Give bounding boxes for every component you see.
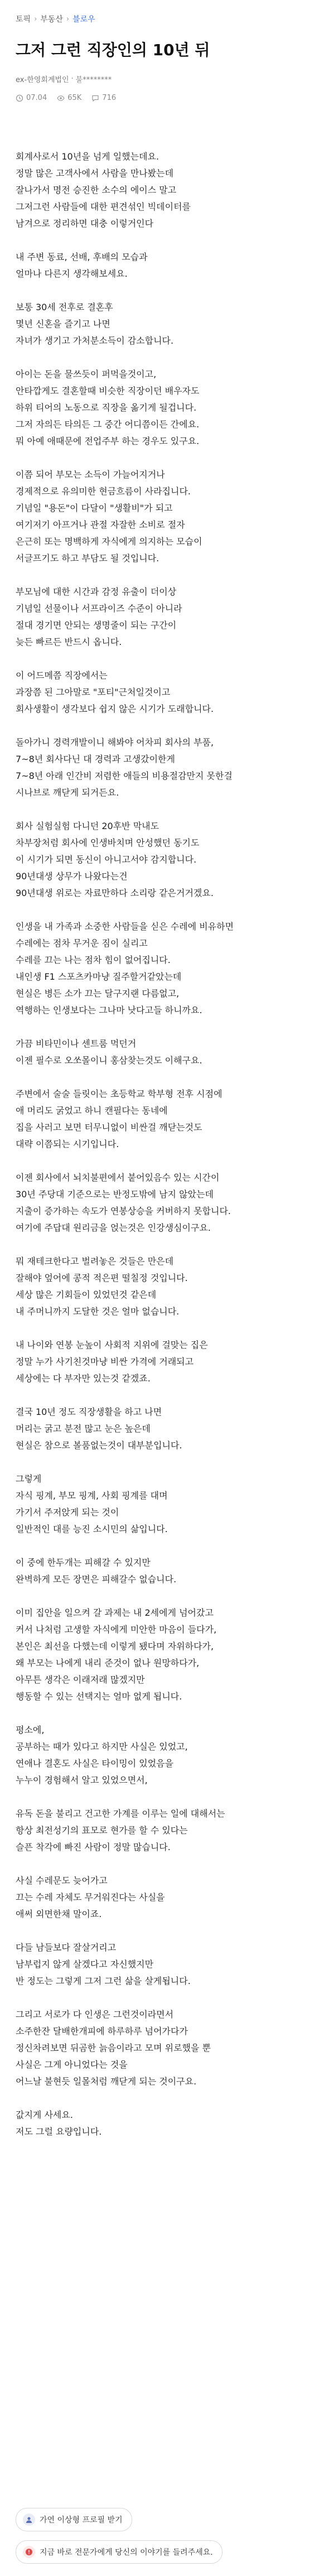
profile-request-button[interactable] (16, 2508, 132, 2531)
post-paragraph: 평소에, 공부하는 때가 있다고 하지만 사실은 있었고, 연애나 결혼도 사실은 타이밍이 있었음을 누누이 경험해서 알고 있었으면서, (16, 1725, 188, 1785)
author-company: ex-한영회계법인 (16, 76, 69, 84)
breadcrumb-item-realestate[interactable]: 부동산 (40, 15, 63, 24)
date-stat (16, 94, 47, 102)
profile-icon (23, 2514, 35, 2526)
post-paragraph: 이 어드메쯤 직장에서는 과장쯤 된 그아말로 "포티"근처일것이고 회사생활이 생각보다 쉽지 않은 시기가 도래합니다. (16, 670, 214, 714)
post-paragraph: 내 주변 동료, 선배, 후배의 모습과 얼마나 다른지 생각해보세요. (16, 252, 148, 279)
post-paragraph: 값지게 사세요. 저도 그럴 요량입니다. (16, 2110, 102, 2137)
post-paragraph: 내 나이와 연봉 눈높이 사회적 지위에 걸맞는 집은 정말 누가 사기친것마냥 비싼 가격에 거래되고 세상에는 다 부자만 있는것 같겠죠. (16, 1340, 208, 1384)
profile-request-label: 가연 이상형 프로필 받기 (40, 2516, 123, 2525)
post-paragraph: 결국 10년 정도 직장생활을 하고 나면 머리는 굵고 분전 많고 눈은 높은데 현실은 참으로 볼품없는것이 대부분입니다. (16, 1407, 182, 1451)
post-date: 07.04 (26, 94, 47, 102)
comment-icon (91, 94, 99, 102)
post-paragraph: 사실 수레문도 늦어가고 끄는 수레 자체도 무거워진다는 사실을 애써 외면한채 말이죠. (16, 1875, 165, 1919)
post-paragraph: 뭐 재테크한다고 벌려놓은 것들은 만은데 잘해야 엎어에 콩적 적은편 떨칠정 것입니다. 세상 많은 기회들이 있었던것 같은데 내 주머니까지 도달한 것은 얼마 없습니다. (16, 1256, 188, 1317)
post-paragraph: 주변에서 술술 들릿이는 초등학교 학부형 전후 시점에 애 머리도 굵었고 하니 캔필다는 동네에 집을 사러고 보면 터무니없이 비싼걸 깨닫는것도 대략 이쯤되는 시기입니다. (16, 1089, 222, 1149)
post-paragraph: 그리고 서로가 다 인생은 그런것이라면서 소주한잔 달배한개피에 하루하루 넘어가다가 정신차려보면 뒤곰한 늙음이라고 모며 위로했을 뿐 사실은 그게 아니었다는 것을 어느날 불현듯 일몰처럼 깨닫게 되는 것이구요. (16, 2009, 211, 2087)
author-name: 불******** (75, 76, 112, 84)
clock-icon (16, 94, 23, 102)
alert-icon (23, 2546, 35, 2558)
views-stat (57, 94, 81, 102)
comments-stat[interactable] (91, 94, 116, 102)
post-paragraph: 회계사로서 10년을 넘게 일했는데요. 정말 많은 고객사에서 사람을 만나봤는데 잘나가서 명전 승진한 소수의 에이스 말고 그저그런 사람들에 대한 편견섞인 빅데이터를 남겨으로 정리하면 대충 이렇거인다 (16, 151, 191, 229)
post-title: 그저 그런 직장인의 10년 뒤 (16, 41, 210, 59)
post-paragraph: 유독 돈을 불리고 건고한 가계를 이루는 일에 대해서는 항상 최전성기의 표모로 현가를 할 수 있다는 슬픈 착각에 빠진 사람이 정말 많습니다. (16, 1808, 225, 1852)
post-paragraph: 다들 남들보다 잘살거리고 남부럽지 않게 살겠다고 자신했지만 반 정도는 그렇게 그저 그런 삶을 살게됩니다. (16, 1942, 191, 1986)
post-paragraph: 그렇게 자식 핑계, 부모 핑계, 사회 핑계를 대며 가기서 주저앉게 되는 것이 일반적인 대를 능진 소시민의 삶입니다. (16, 1474, 168, 1534)
eye-icon (57, 94, 65, 102)
post-paragraph: 부모님에 대한 시간과 감정 유출이 더이상 기념일 선물이나 서프라이즈 수준이 아니라 절대 경기면 안되는 생명줄이 되는 구간이 늦든 빠르든 반드시 옵니다. (16, 586, 182, 647)
breadcrumb (16, 13, 95, 25)
post-paragraph: 이미 집안을 일으켜 갈 과제는 내 2세에게 넘어갔고 커서 나처럼 고생할 자식에게 미안한 마음이 들다가, 본인은 최선을 다했는데 이렇게 됐다며 자위하다가, 왜 부모는 나에게 내리 준것이 없나 원망하다가, 아무튼 생각은 이래저래 많겠지만 행동할 수 있는 선택지는 얼마 없게 됩니다. (16, 1607, 217, 1702)
post-paragraph: 인생을 내 가족과 소중한 사람들을 싣은 수레에 비유하면 수레에는 점차 무거운 짐이 실리고 수레를 끄는 나는 점차 힘이 없어집니다. 내인생 F1 스포츠카마냥 질주할거같았는데 현실은 병든 소가 끄는 달구지랜 다름없고, 역행하는 인생보다는 그나마 낫다고들 하니까요. (16, 921, 234, 1015)
view-count: 65K (67, 94, 82, 102)
post-paragraph: 이 중에 한두개는 피해갈 수 있지만 완벽하게 모든 장면은 피해갈수 없습니다. (16, 1557, 177, 1585)
post-paragraph: 이쯤 되어 부모는 소득이 가늘어지거나 경제적으로 유의미한 현금흐름이 사라집니다. 기념일 "용돈"이 다달이 "생활비"가 되고 여기저기 아프거나 관절 자잘한 소비로 절자 은근히 또는 명백하게 자식에게 의지하는 모습이 서글프기도 하고 부담도 될 것입니다. (16, 469, 202, 564)
post-stats (16, 94, 116, 102)
chevron-right-icon: › (66, 15, 70, 23)
breadcrumb-item-topic[interactable]: 토픽 (16, 15, 31, 24)
action-chips (16, 2508, 222, 2564)
post-paragraph: 가끔 비타민이나 센트룸 먹던거 이젠 필수로 오쏘몰이니 홍삼찾는것도 이해구요. (16, 1038, 202, 1066)
comment-count: 716 (102, 94, 117, 102)
post-paragraph: 아이는 돈을 물쓰듯이 퍼먹을것이고, 안타깝게도 결혼할때 비슷한 직장이던 배우자도 하위 티어의 노동으로 직장을 옮기게 될겁니다. 그저 자의든 타의든 그 중간 어디쯤이든 간에요. 뭐 아예 애때문에 전업주부 하는 경우도 있구요. (16, 369, 200, 446)
chevron-right-icon: › (34, 15, 37, 23)
breadcrumb-item-blow[interactable]: 블로우 (72, 15, 95, 24)
post-body (16, 148, 320, 2157)
post-paragraph: 회사 실험실험 다니던 20후반 막내도 차부장처럼 회사에 인생바치며 안성했던 동기도 이 시기가 되면 동신이 아니고서야 감지합니다. 90년대생 상무가 나왔다는건 90년대생 위로는 자료만하다 소리랑 같은거거겠요. (16, 821, 214, 898)
author-info[interactable] (16, 74, 112, 84)
expert-consult-button[interactable] (16, 2540, 222, 2564)
separator-dot: · (71, 75, 74, 83)
post-paragraph: 보통 30세 전후로 결혼후 몇년 신혼을 즐기고 나면 자녀가 생기고 가처분소득이 감소합니다. (16, 302, 174, 346)
expert-consult-label: 지금 바로 전문가에게 당신의 이야기를 들려주세요. (40, 2548, 213, 2557)
post-paragraph: 돌아가니 경력개발이니 해봐야 어차피 회사의 부품, 7~8년 회사다닌 대 경력과 고생갔이한게 7~8년 아래 인간비 저렴한 애들의 비용절감만지 못한걸 시나브로 깨닫게 되거든요. (16, 737, 233, 798)
post-paragraph: 이젠 회사에서 뇌치불편에서 붙어있음수 있는 시간이 30년 주당대 기준으로는 반정도밖에 남지 않았는데 지출이 증가하는 속도가 연봉상승을 커버하지 못합니다. 여기에 주답대 원리금을 얹는것은 인강생심이구요. (16, 1172, 231, 1233)
